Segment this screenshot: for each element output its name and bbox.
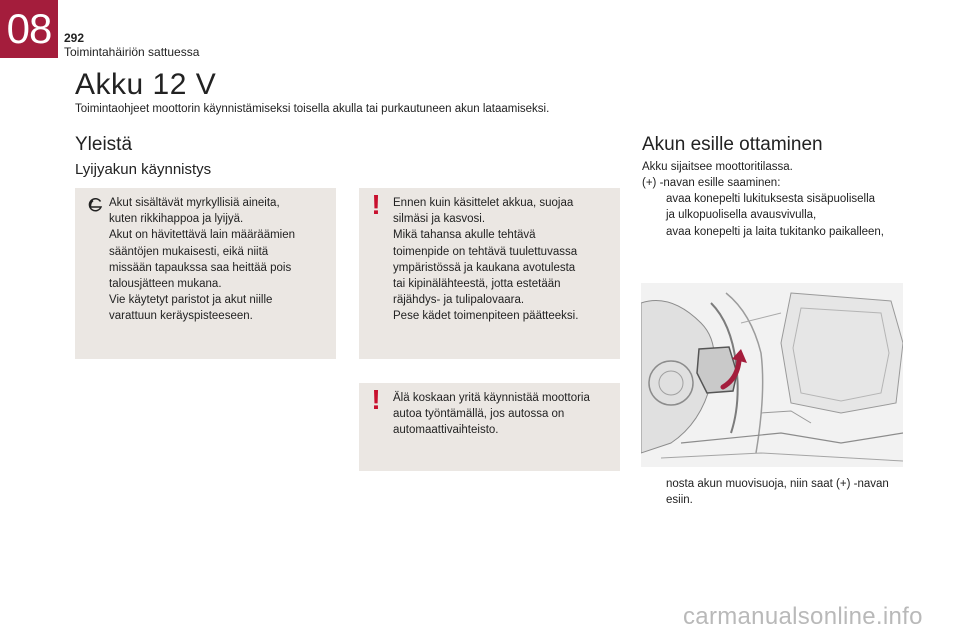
intro-line: Akku sijaitsee moottoritilassa.	[642, 161, 793, 173]
step-list-item	[642, 191, 912, 224]
warning-line: autoa työntämällä, jos autossa on	[393, 408, 565, 421]
page-subtitle: Toimintaohjeet moottorin käynnistämiseksi toisella akulla tai purkautuneen akun lataamiseksi.	[75, 103, 550, 115]
warning-line: Mikä tahansa akulle tehtävä	[393, 229, 536, 242]
step-list-item	[642, 476, 912, 509]
warning-line: Ennen kuin käsittelet akkua, suojaa	[393, 197, 574, 209]
exclamation-warning-icon: !	[371, 189, 381, 220]
intro-line: (+) -navan esille saaminen:	[642, 177, 781, 189]
section-heading-general: Yleistä	[75, 134, 133, 155]
chapter-number-tab: 08	[0, 0, 58, 58]
eco-note-line: Akut sisältävät myrkyllisiä aineita,	[109, 197, 280, 209]
step-text-line: avaa konepelti ja laita tukitanko paikalleen,	[666, 226, 885, 238]
warning-line: ympäristössä ja kaukana avotulesta	[393, 261, 576, 274]
step-text-line: avaa konepelti lukituksesta sisäpuolisella	[666, 193, 876, 205]
eco-note-line: talousjätteen mukana.	[109, 278, 222, 291]
warning-line: tai kipinälähteestä, jotta estetään	[393, 278, 561, 291]
eco-note-line: varattuun keräyspisteeseen.	[109, 310, 253, 323]
eco-note-line: sääntöjen mukaisesti, eikä niitä	[109, 245, 269, 258]
eco-leaf-icon	[85, 194, 107, 216]
watermark: carmanualsonline.info	[683, 603, 923, 630]
warning-line: räjähdys- ja tulipalovaara.	[393, 294, 525, 307]
eco-note-line: Akut on hävitettävä lain määräämien	[109, 229, 296, 242]
eco-note-line: kuten rikkihappoa ja lyijyä.	[109, 213, 244, 226]
warning-line: toimenpide on tehtävä tuulettuvassa	[393, 245, 578, 258]
exclamation-warning-icon: !	[371, 384, 381, 415]
step-text-line: ja ulkopuolisella avausvivulla,	[666, 209, 817, 222]
step-text-line: esiin.	[666, 494, 693, 507]
engine-bay-photo	[641, 283, 903, 467]
eco-note-box	[75, 188, 336, 359]
warning-line: silmäsi ja kasvosi.	[393, 213, 486, 226]
eco-note-line: Vie käytetyt paristot ja akut niille	[109, 294, 273, 307]
warning-line: automaattivaihteisto.	[393, 424, 499, 437]
warning-line: Pese kädet toimenpiteen päätteeksi.	[393, 310, 579, 323]
page-number: 292	[64, 31, 85, 45]
chapter-title: Toimintahäiriön sattuessa	[64, 45, 200, 59]
page-title: Akku 12 V	[75, 68, 217, 101]
warning-line: Älä koskaan yritä käynnistää moottoria	[393, 392, 590, 404]
subheading-lead-battery-start: Lyijyakun käynnistys	[75, 161, 212, 178]
warning-box-automatic-gearbox	[359, 383, 620, 471]
warning-box-safety	[359, 188, 620, 359]
step-text-line: nosta akun muovisuoja, niin saat (+) -navan	[666, 478, 889, 490]
eco-note-line: missään tapaukssa saa heittää pois	[109, 261, 292, 274]
section-heading-battery-access: Akun esille ottaminen	[642, 134, 823, 155]
step-list-item	[642, 224, 912, 241]
